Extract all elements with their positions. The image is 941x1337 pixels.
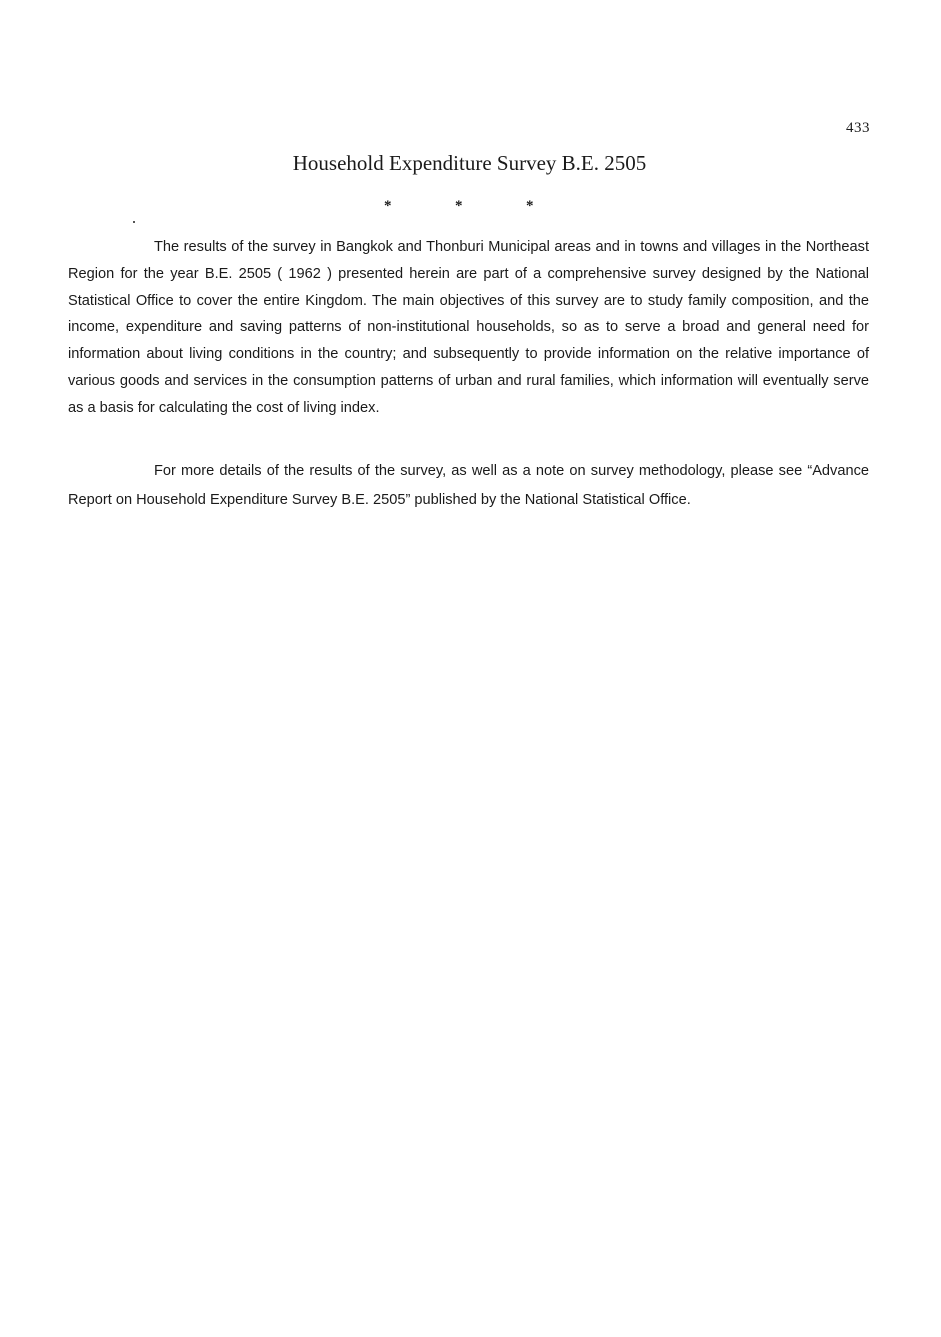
paragraph-details-text: For more details of the results of the survey, as well as a note on survey methodology, please see “Advance Report on Household Expenditure Survey B.E. 2505” published by the National Statistical Office. (68, 463, 869, 508)
page-title-text: Household Expenditure Survey B.E. 2505 (292, 151, 647, 175)
scan-speck (133, 221, 135, 223)
paragraph-intro-text: The results of the survey in Bangkok and Thonburi Municipal areas and in towns and villages in the Northeast Region for the year B.E. 2505 ( 1962 ) presented herein are part of a comprehensive survey designed by the National Statistical Office to cover the entire Kingdom. The main objectives of this survey are to study family composition, and the income, expenditure and saving patterns of non-institutional households, so as to serve a broad and general need for information about living conditions in the country; and subsequently to provide information on the relative importance of various goods and services in the consumption patterns of urban and rural families, which information will eventually serve as a basis for calculating the cost of living index. (68, 239, 869, 416)
page-number: 433 (846, 120, 870, 136)
paragraph-intro (68, 234, 869, 422)
paragraph-details (68, 457, 869, 515)
page-title (0, 151, 941, 176)
ornament-asterisk-1: * (384, 198, 392, 214)
ornament-asterisk-3: * (526, 198, 534, 214)
ornament-asterisk-2: * (455, 198, 463, 214)
section-ornament (384, 198, 544, 218)
